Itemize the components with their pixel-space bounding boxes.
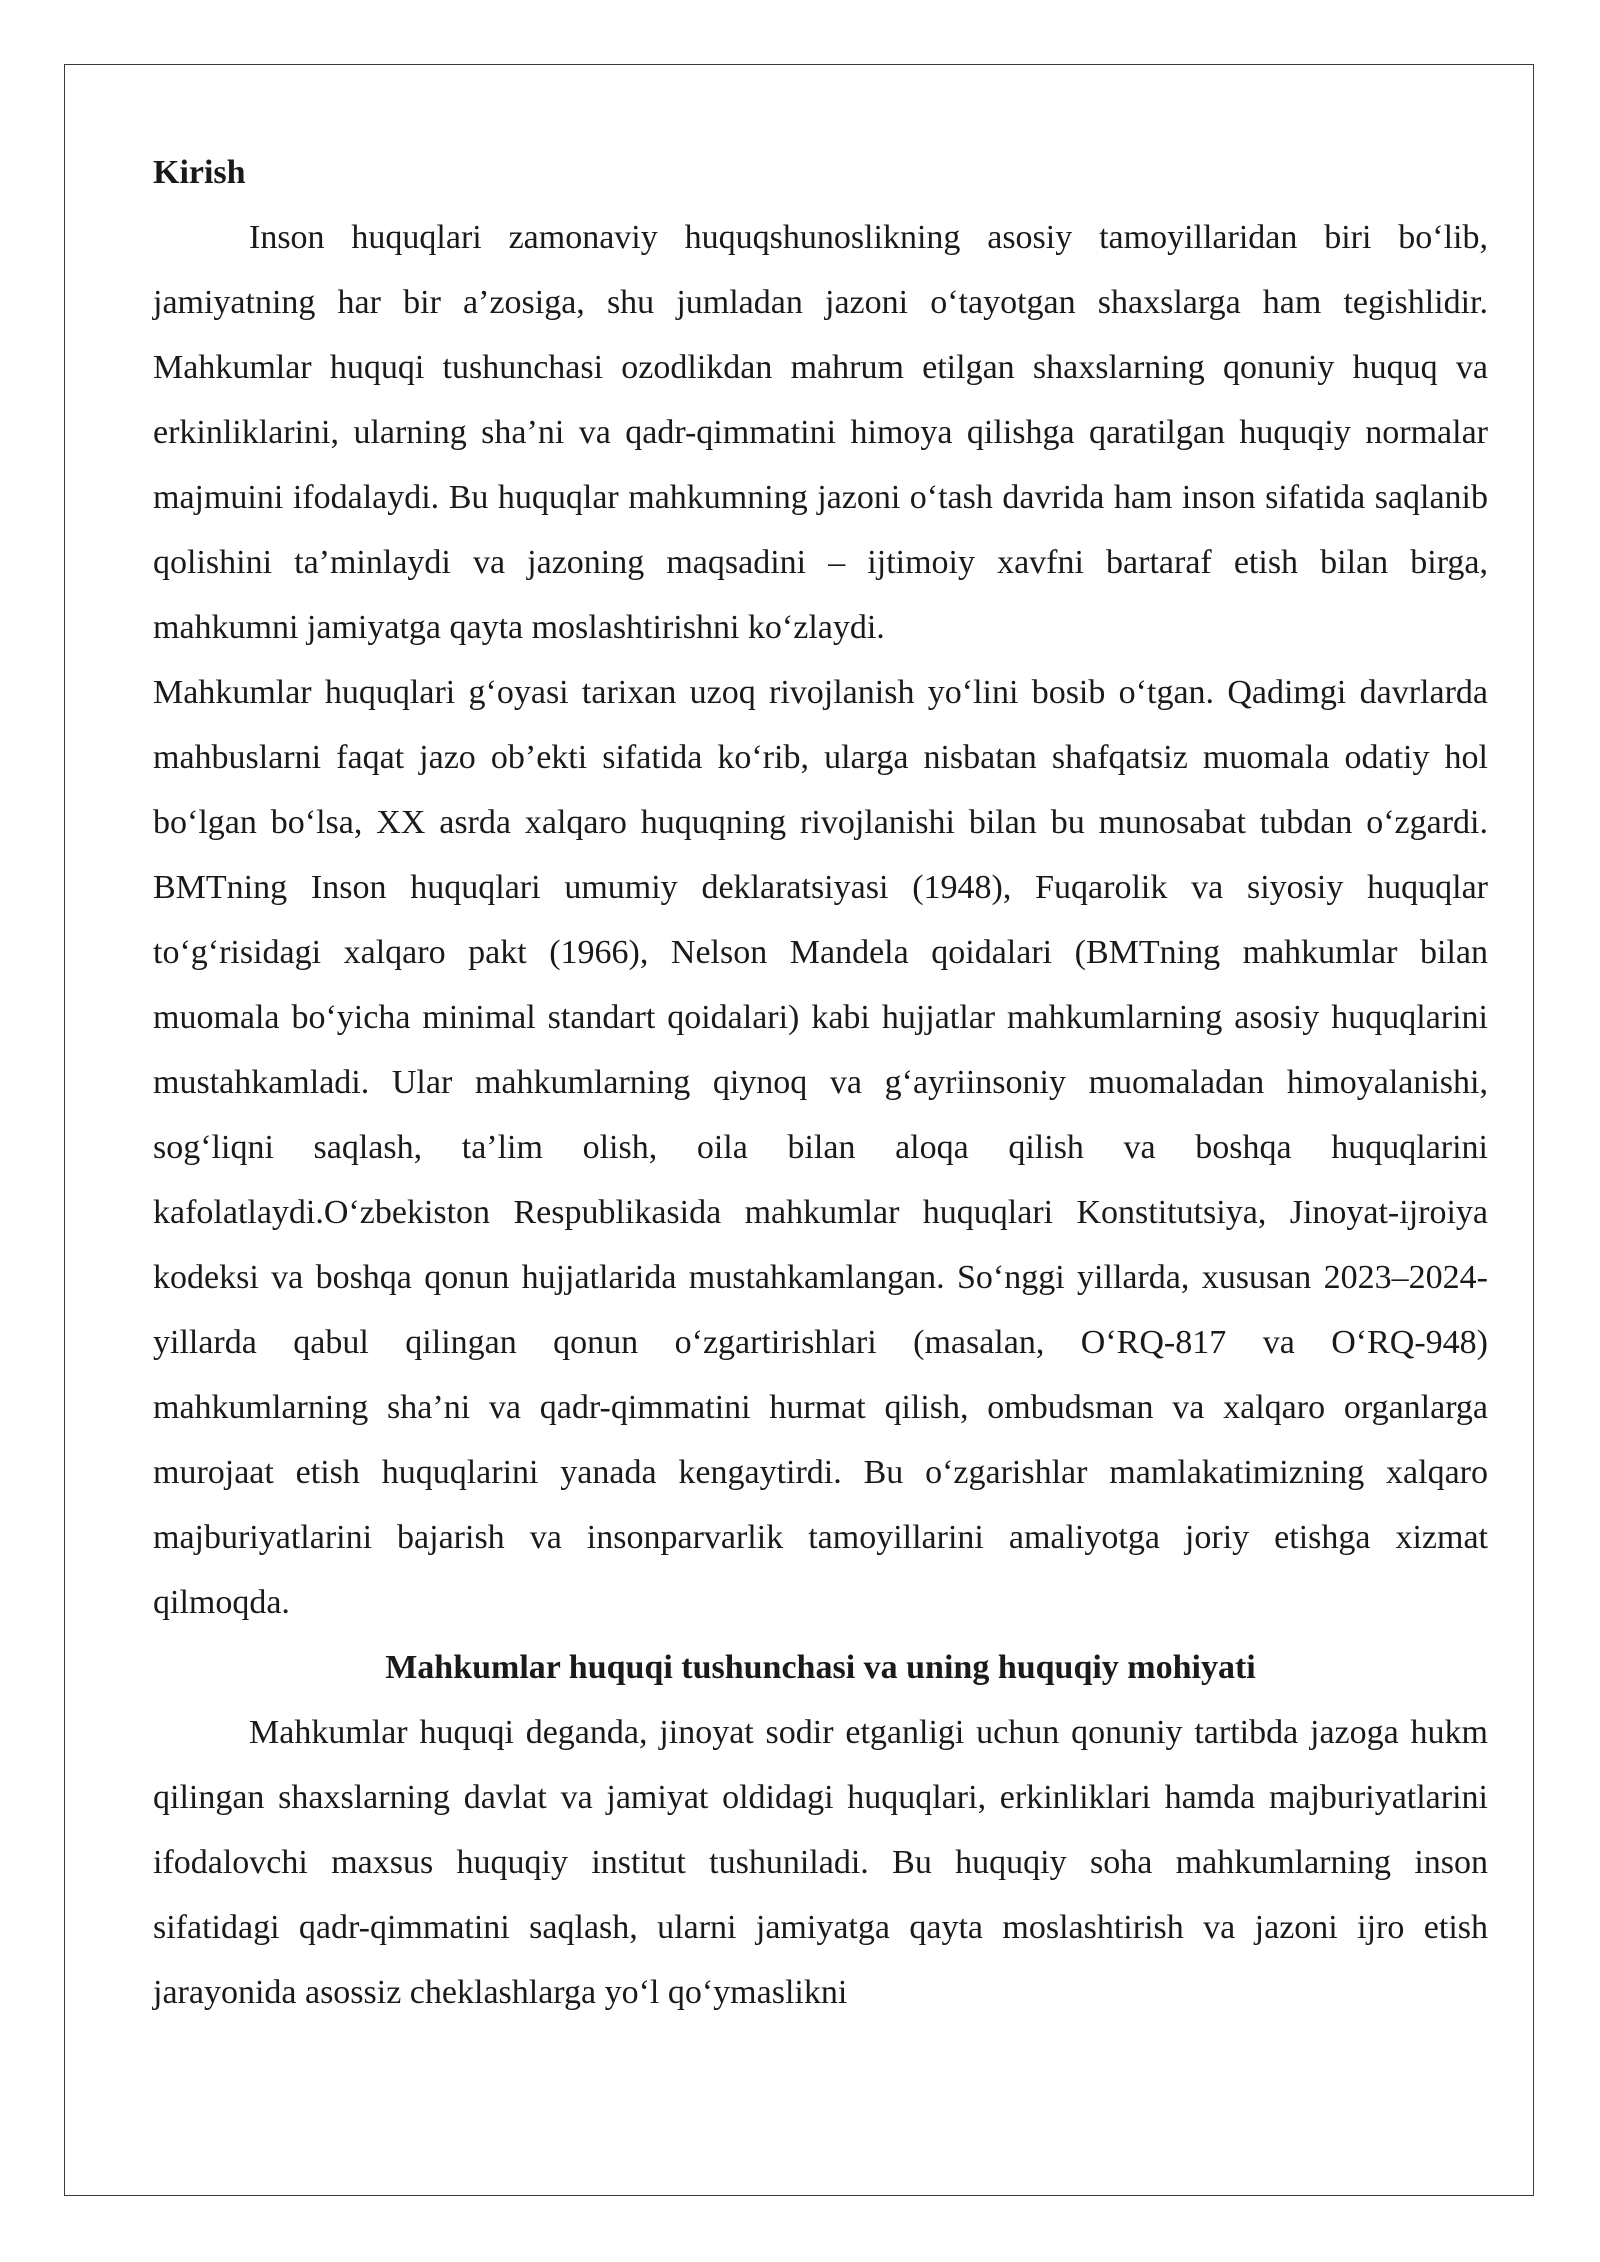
section-heading-kirish: Kirish bbox=[153, 154, 246, 191]
paragraph-intro: Inson huquqlari zamonaviy huquqshunoslikning asosiy tamoyillaridan biri bo‘lib, jamiyatning har bir a’zosiga, shu jumladan jazoni o‘tayotgan shaxslarga ham tegishlidir. Mahkumlar huquqi tushunchasi ozodlikdan mahrum etilgan shaxslarning qonuniy huquq va erkinliklarini, ularning sha’ni va qadr-qimmatini himoya qilishga qaratilgan huquqiy normalar majmuini ifodalaydi. Bu huquqlar mahkumning jazoni o‘tash davrida ham inson sifatida saqlanib qolishini ta’minlaydi va jazoning maqsadini – ijtimoiy xavfni bartaraf etish bilan birga, mahkumni jamiyatga qayta moslashtirishni ko‘zlaydi. bbox=[153, 219, 1488, 646]
paragraph-history: Mahkumlar huquqlari g‘oyasi tarixan uzoq rivojlanish yo‘lini bosib o‘tgan. Qadimgi davrlarda mahbuslarni faqat jazo ob’ekti sifatida ko‘rib, ularga nisbatan shafqatsiz muomala odatiy hol bo‘lgan bo‘lsa, XX asrda xalqaro huquqning rivojlanishi bilan bu munosabat tubdan o‘zgardi. BMTning Inson huquqlari umumiy deklaratsiyasi (1948), Fuqarolik va siyosiy huquqlar to‘g‘risidagi xalqaro pakt (1966), Nelson Mandela qoidalari (BMTning mahkumlar bilan muomala bo‘yicha minimal standart qoidalari) kabi hujjatlar mahkumlarning asosiy huquqlarini mustahkamladi. Ular mahkumlarning qiynoq va g‘ayriinsoniy muomaladan himoyalanishi, sog‘liqni saqlash, ta’lim olish, oila bilan aloqa qilish va boshqa huquqlarini kafolatlaydi.O‘zbekiston Respublikasida mahkumlar huquqlari Konstitutsiya, Jinoyat-ijroiya kodeksi va boshqa qonun hujjatlarida mustahkamlangan. So‘nggi yillarda, xususan 2023–2024-yillarda qabul qilingan qonun o‘zgartirishlari (masalan, O‘RQ-817 va O‘RQ-948) mahkumlarning sha’ni va qadr-qimmatini hurmat qilish, ombudsman va xalqaro organlarga murojaat etish huquqlarini yanada kengaytirdi. Bu o‘zgarishlar mamlakatimizning xalqaro majburiyatlarini bajarish va insonparvarlik tamoyillarini amaliyotga joriy etishga xizmat qilmoqda. bbox=[153, 674, 1488, 1621]
section-heading-concept: Mahkumlar huquqi tushunchasi va uning huquqiy mohiyati bbox=[385, 1649, 1256, 1686]
document-body bbox=[153, 140, 1488, 2025]
paragraph-concept: Mahkumlar huquqi deganda, jinoyat sodir etganligi uchun qonuniy tartibda jazoga hukm qilingan shaxslarning davlat va jamiyat oldidagi huquqlari, erkinliklari hamda majburiyatlarini ifodalovchi maxsus huquqiy institut tushuniladi. Bu huquqiy soha mahkumlarning inson sifatidagi qadr-qimmatini saqlash, ularni jamiyatga qayta moslashtirish va jazoni ijro etish jarayonida asossiz cheklashlarga yo‘l qo‘ymaslikni bbox=[153, 1714, 1488, 2011]
